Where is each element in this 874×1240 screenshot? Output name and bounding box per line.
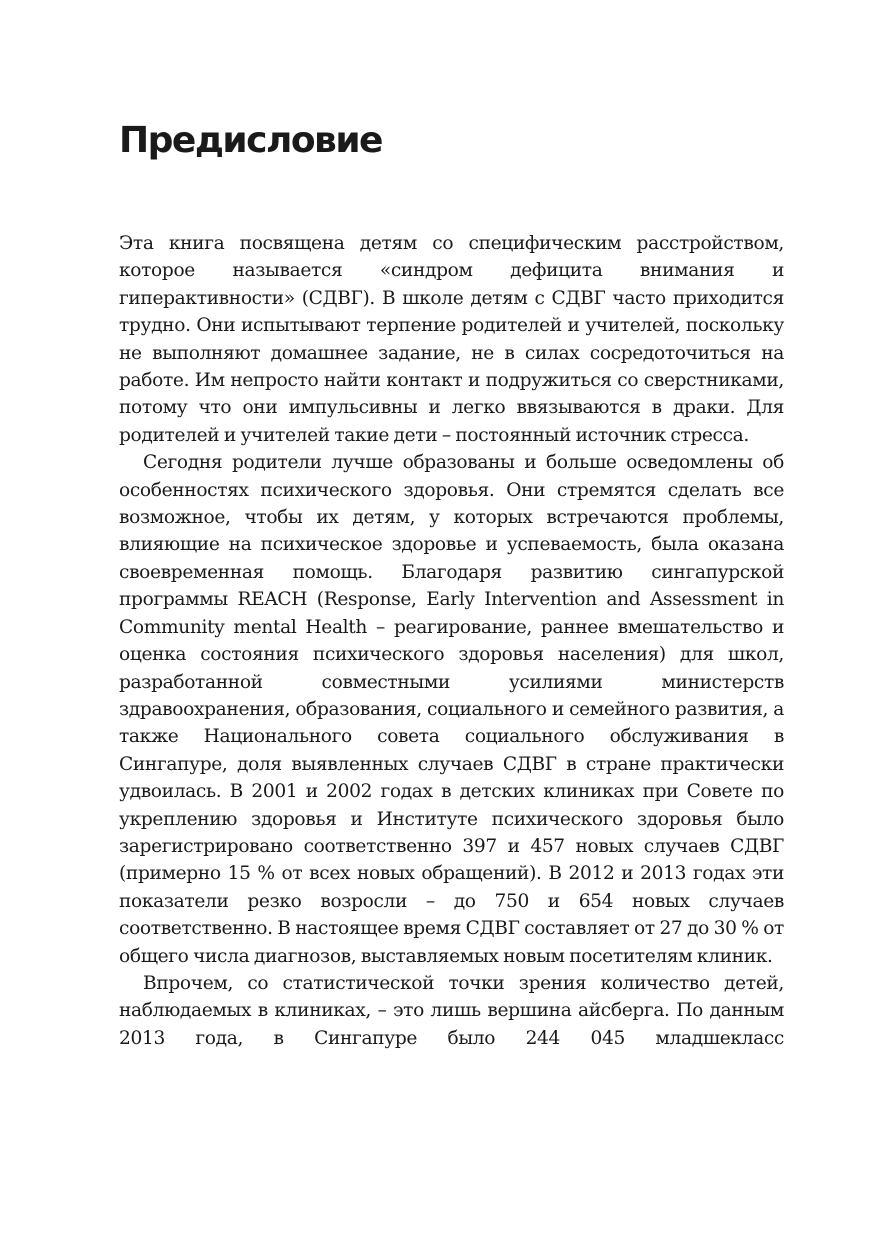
paragraph-1: Эта книга посвящена детям со специфическим расстройством, которое называется «синдром дефицита внимания и гиперактивности» (СДВГ). В школе детям с СДВГ часто приходится трудно. Они испытывают терпение родителей и учителей, поскольку не выполняют домашнее задание, не в силах сосредоточиться на работе. Им непросто найти контакт и подружиться со сверстниками, потому что они импульсивны и легко ввязываются в драки. Для родителей и учителей такие дети – постоянный источник стресса. [119, 233, 784, 446]
body-text [119, 230, 784, 1052]
paragraph-3: Впрочем, со статистической точки зрения количество детей, наблюдаемых в клиниках, – это лишь вершина айсберга. По данным 2013 года, в Сингапуре было 244 045 младшекласс [119, 972, 784, 1049]
page-title: Предисловие [119, 120, 382, 161]
paragraph-2: Сегодня родители лучше образованы и больше осведомлены об особенностях психического здоровья. Они стремятся сделать все возможное, чтобы их детям, у которых встречаются проблемы, влияющие на психическое здоровье и успеваемость, была оказана своевременная помощь. Благодаря развитию сингапурской программы REACH (Response, Early Intervention and Assessment in Community mental Health – реагирование, раннее вмешательство и оценка состояния психического здоровья населения) для школ, разработанной совместными усилиями министерств здравоохранения, образования, социального и семейного развития, а также Национального совета социального обслуживания в Сингапуре, доля выявленных случаев СДВГ в стране практически удвоилась. В 2001 и 2002 годах в детских клиниках при Совете по укреплению здоровья и Институте психического здоровья было зарегистрировано соответственно 397 и 457 новых случаев СДВГ (примерно 15 % от всех новых обращений). В 2012 и 2013 годах эти показатели резко возросли – до 750 и 654 новых случаев соответственно. В настоящее время СДВГ составляет от 27 до 30 % от общего числа диагнозов, выставляемых новым посетителям клиник. [119, 452, 784, 967]
